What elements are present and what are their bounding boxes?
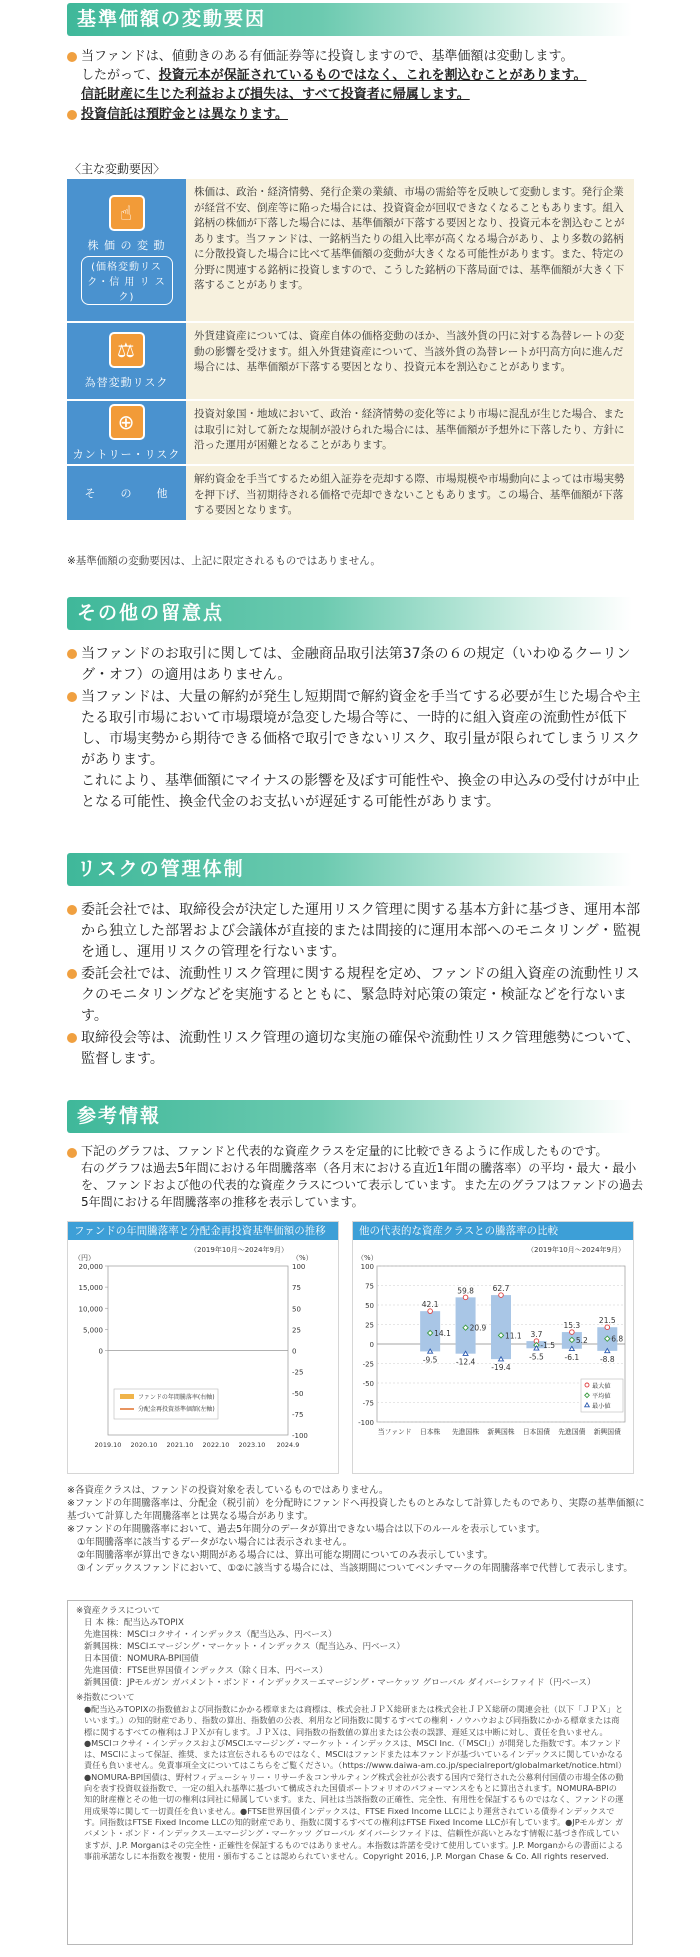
risk-label-cell bbox=[67, 466, 186, 520]
risk-label-cell bbox=[67, 401, 186, 464]
fund-return-chart bbox=[67, 1221, 339, 1474]
risk-row-other bbox=[67, 466, 634, 520]
index-disclaimer: ●配当込みTOPIXの指数値および同指数にかかる標章または商標は、株式会社ＪＰＸ総研または株式会社ＪＰＸ総研の関連会社（以下「ＪＰＸ」といいます。）の知的財産であり、指数の算出、指数値の公表、利用など同指数に関するすべての権利・ノウハウおよび同指数にかかる標章または商標に関するすべての権利はＪＰＸが有します。ＪＰＸは、同指数の指数値の算出または公表の誤謬、遅延又は中断に対し、責任を負いません。●MSCIコクサイ・インデックスおよびMSCIエマージング・マーケット・インデックスは、MSCI Inc.（「MSCI」）が開発した指数です。本ファンドは、MSCIによって保証、推奨、または宣伝されるものではなく、MSCIはファンドまたは本ファンドが基づいているインデックスに関していかなる責任も負いません。免責事項全文についてはこちらをご覧ください。（https://www.daiwa-am.co.jp/specialreport/globalmarket/notice.html）●NOMURA-BPI国債は、野村フィデューシャリー・リサーチ＆コンサルティング株式会社が公表する国内で発行された公募利付国債の市場全体の動向を表す投資収益指数で、一定の組入れ基準に基づいて構成された国債ポートフォリオのパフォーマンスをもとに算出されます。NOMURA-BPIの知的財産権とその他一切の権利は同社に帰属しています。また、同社は当該指数の正確性、完全性、有用性を保証するものではなく、ファンドの運用成果等に関して一切責任を負いません。●FTSE世界国債インデックスは、FTSE Fixed Income LLCにより運営されている債券インデックスです。同指数はFTSE Fixed Income LLCの知的財産であり、指数に関するすべての権利はFTSE Fixed Income LLCが有しています。●JPモルガン ガバメント・ボンド・インデックス－エマージング・マーケッツ グローバル ダイバーシファイドは、信頼性が高いとみなす情報に基づき作成していますが、J.P. Morganはその完全性・正確性を保証するものではありません。本指数は許諾を受けて使用しています。J.P. Morganからの書面による事前承諾なしに本指数を複製・使用・頒布することは認められていません。Copyright 2016, J.P. Morgan Chase & Co. All rights reserved. bbox=[84, 1704, 624, 1861]
max-label: 42.1 bbox=[421, 1300, 439, 1310]
risk-label: 為替変動リスク bbox=[84, 376, 169, 389]
section-title: 参考情報 bbox=[77, 1105, 162, 1127]
risk-description: 解約資金を手当てするため組入証券を売却する際、市場規模や市場動向によっては市場実勢を押下げ、当初期待される価格で売却できないこともあります。この場合、基準価額が下落する要因となります。 bbox=[186, 466, 634, 520]
y-tick: 50 bbox=[365, 1302, 374, 1310]
risk-row-stock bbox=[67, 179, 634, 321]
x-category: 日本国債 bbox=[522, 1428, 551, 1436]
note-line: ※各資産クラスは、ファンドの投資対象を表しているものではありません。 bbox=[67, 1485, 389, 1496]
bullet-text: 当ファンドは、値動きのある有価証券等に投資しますので、基準価額は変動します。 bbox=[81, 49, 574, 64]
fund-return-chart-svg bbox=[68, 1240, 338, 1473]
ref-heading: ※指数について bbox=[76, 1693, 135, 1703]
x-category: 先進国債 bbox=[558, 1428, 586, 1436]
x-tick: 2023.10 bbox=[238, 1441, 266, 1449]
bullet-underline-text: 投資元本が保証されているものではなく、これを割込むことがあります。 bbox=[158, 68, 587, 83]
avg-label: 5.2 bbox=[575, 1335, 588, 1345]
legend-label: 最小値 bbox=[592, 1403, 611, 1410]
risk-description: 外貨建資産については、資産自体の価格変動のほか、当該外貨の円に対する為替レートの変動の影響を受けます。組入外貨建資産について、当該外貨の為替レートが円高方向に進んだ場合には、基準価額が下落する要因となり、投資元本を割込むことがあります。 bbox=[186, 323, 634, 399]
y-right-tick: -100 bbox=[292, 1432, 308, 1440]
max-label: 21.5 bbox=[598, 1316, 616, 1326]
section-title: リスクの管理体制 bbox=[77, 858, 245, 880]
reference-box bbox=[67, 1600, 633, 1945]
bullet-item bbox=[67, 1143, 647, 1211]
bullet-text: 下記のグラフは、ファンドと代表的な資産クラスを定量的に比較できるように作成したものです。 bbox=[81, 1144, 608, 1158]
stock-chart-icon: ☝ bbox=[109, 195, 145, 231]
legend-label: 最大値 bbox=[592, 1383, 611, 1390]
y-right-tick: -50 bbox=[292, 1389, 304, 1398]
bullet-text: 右のグラフは過去5年間における年間騰落率（各月末における直近1年間の騰落率）の平均・最大・最小を、ファンドおよび他の代表的な資産クラスについて表示しています。また左のグラフはファンドの過去5年間における年間騰落率の推移を表示しています。 bbox=[81, 1161, 643, 1209]
x-category: 新興国株 bbox=[487, 1428, 515, 1436]
y-unit: （%） bbox=[357, 1254, 378, 1262]
note-line: ※ファンドの年間騰落率は、分配金（税引前）を分配時にファンドへ再投資したものとみなして計算したものであり、実際の基準価額に基づいて計算した年間騰落率とは異なる場合があります。 bbox=[67, 1498, 645, 1522]
note-line: ②年間騰落率が算出できない期間がある場合には、算出可能な期間についてのみ表示しています。 bbox=[77, 1550, 494, 1561]
footnote: ※基準価額の変動要因は、上記に限定されるものではありません。 bbox=[67, 555, 381, 567]
asset-class-comparison-chart-svg bbox=[353, 1240, 633, 1473]
risk-sublabel: (価格変動リスク・信 用 リ ス ク) bbox=[81, 256, 173, 305]
legend-max-marker bbox=[585, 1383, 589, 1387]
bullet-text: したがって、 bbox=[81, 68, 159, 83]
reference-bullets bbox=[67, 1143, 647, 1212]
y-tick: 25 bbox=[365, 1321, 374, 1330]
min-label: -6.1 bbox=[564, 1352, 580, 1362]
bullet-item: 当ファンドのお取引に関しては、金融商品取引法第37条の６の規定（いわゆるクーリング・オフ）の適用はありません。 bbox=[67, 644, 647, 686]
asset-class-item: 日 本 株：配当込みTOPIX bbox=[84, 1618, 184, 1628]
x-category: 日本株 bbox=[419, 1428, 441, 1436]
chart-period: （2019年10月～2024年9月） bbox=[190, 1246, 288, 1254]
bullet-item: 委託会社では、取締役会が決定した運用リスク管理に関する基本方針に基づき、運用本部から独立した部署および会議体が直接的または間接的に運用本部へのモニタリング・監視を通し、運用リスクの管理を行ないます。 bbox=[67, 900, 647, 963]
section-header-risk-management bbox=[67, 853, 632, 886]
legend-swatch-bar bbox=[120, 1394, 134, 1399]
bullet-text: これにより、基準価額にマイナスの影響を及ぼす可能性や、換金の申込みの受付けが中止となる可能性、換金代金のお支払いが遅延する可能性があります。 bbox=[81, 773, 640, 810]
y-left-tick: 5,000 bbox=[82, 1326, 103, 1335]
y-right-tick: 75 bbox=[292, 1284, 301, 1293]
note-line: ③インデックスファンドにおいて、①②に該当する場合には、当該期間についてベンチマークの年間騰落率で代替して表示します。 bbox=[77, 1563, 633, 1574]
max-marker bbox=[605, 1325, 610, 1330]
risk-label-cell bbox=[67, 323, 186, 399]
max-marker bbox=[428, 1309, 433, 1314]
min-label: -8.8 bbox=[599, 1354, 615, 1364]
y-left-tick: 10,000 bbox=[78, 1305, 103, 1314]
risk-label: そ の 他 bbox=[84, 487, 169, 500]
min-label: -5.5 bbox=[529, 1352, 544, 1362]
y-left-tick: 20,000 bbox=[78, 1263, 103, 1271]
asset-class-comparison-chart bbox=[352, 1221, 634, 1474]
asset-class-item: 先進国債：FTSE世界国債インデックス（除く日本、円ベース） bbox=[84, 1666, 328, 1676]
risk-label: カントリー・リスク bbox=[72, 447, 181, 461]
section-header-reference bbox=[67, 1100, 632, 1133]
y-right-unit: （%） bbox=[292, 1254, 313, 1262]
x-category: 当ファンド bbox=[377, 1428, 412, 1436]
risk-row-currency bbox=[67, 323, 634, 399]
max-label: 62.7 bbox=[492, 1284, 510, 1294]
y-left-tick: 0 bbox=[98, 1347, 103, 1356]
bullet-text: 投資信託は預貯金とは異なります。 bbox=[81, 107, 288, 122]
chart-title: 他の代表的な資産クラスとの騰落率の比較 bbox=[353, 1222, 633, 1240]
nav-factors-bullets bbox=[67, 47, 647, 125]
max-label: 15.3 bbox=[563, 1321, 581, 1331]
bullet-underline-text: 信託財産に生じた利益および損失は、すべて投資者に帰属します。 bbox=[81, 87, 470, 102]
risk-label-cell bbox=[67, 179, 186, 321]
y-tick: -75 bbox=[362, 1399, 374, 1408]
range-bar bbox=[491, 1295, 511, 1359]
y-tick: -50 bbox=[362, 1380, 374, 1388]
y-right-tick: 0 bbox=[292, 1347, 297, 1356]
bullet-item: 取締役会等は、流動性リスク管理の適切な実施の確保や流動性リスク管理態勢について、監督します。 bbox=[67, 1028, 647, 1070]
avg-label: 6.8 bbox=[611, 1334, 624, 1344]
note-line: ※ファンドの年間騰落率において、過去5年間分のデータが算出できない場合は以下のルールを表示しています。 bbox=[67, 1524, 546, 1535]
min-label: -19.4 bbox=[491, 1363, 511, 1373]
avg-label: 14.1 bbox=[434, 1329, 451, 1339]
y-tick: 0 bbox=[369, 1341, 374, 1349]
risk-table-caption: 〈主な変動要因〉 bbox=[69, 162, 166, 176]
y-right-tick: 100 bbox=[292, 1263, 306, 1271]
asset-class-item: 日本国債：NOMURA-BPI国債 bbox=[84, 1654, 199, 1664]
section-title: その他の留意点 bbox=[77, 602, 225, 624]
y-right-tick: 50 bbox=[292, 1305, 301, 1314]
avg-label: 20.9 bbox=[469, 1323, 487, 1333]
max-label: 3.7 bbox=[530, 1330, 543, 1340]
section-header-other-notes bbox=[67, 597, 632, 630]
bullet-item bbox=[67, 687, 647, 813]
bullet-item bbox=[67, 105, 647, 124]
risk-management-bullets bbox=[67, 900, 647, 1071]
y-right-tick: 25 bbox=[292, 1326, 301, 1335]
risk-label: 株 価 の 変 動 bbox=[87, 239, 166, 252]
note-line: ①年間騰落率に該当するデータがない場合には表示されません。 bbox=[77, 1537, 353, 1548]
x-tick: 2019.10 bbox=[94, 1441, 122, 1449]
x-tick: 2024.9 bbox=[276, 1441, 300, 1449]
asset-class-item: 新興国株：MSCIエマージング・マーケット・インデックス（配当込み、円ベース） bbox=[84, 1642, 406, 1652]
bullet-item bbox=[67, 47, 647, 104]
risk-table bbox=[67, 179, 634, 522]
risk-description: 株価は、政治・経済情勢、発行企業の業績、市場の需給等を反映して変動します。発行企業が経営不安、倒産等に陥った場合には、投資資金が回収できなくなることもあります。組入銘柄の株価が下落した場合には、基準価額が下落する要因となり、投資元本を割込むことがあります。当ファンドは、一銘柄当たりの組入比率が高くなる場合があり、より多数の銘柄に分散投資した場合に比べて基準価額の変動が大きくなる可能性があります。また、特定の分野に関連する銘柄に投資しますので、こうした銘柄の下落局面では、基準価額が大きく下落することがあります。 bbox=[186, 179, 634, 321]
ref-heading: ※資産クラスについて bbox=[76, 1606, 161, 1616]
x-tick: 2020.10 bbox=[130, 1441, 158, 1449]
asset-class-item: 先進国株：MSCIコクサイ・インデックス（配当込み、円ベース） bbox=[84, 1630, 337, 1640]
x-category: 先進国株 bbox=[451, 1428, 480, 1436]
risk-row-country bbox=[67, 401, 634, 464]
y-left-unit: （円） bbox=[74, 1254, 95, 1262]
chart-period: （2019年10月～2024年9月） bbox=[527, 1246, 625, 1254]
max-marker bbox=[463, 1295, 468, 1300]
min-label: -12.4 bbox=[455, 1357, 476, 1367]
x-tick: 2022.10 bbox=[202, 1441, 230, 1449]
y-right-tick: -25 bbox=[292, 1368, 304, 1377]
risk-description: 投資対象国・地域において、政治・経済情勢の変化等により市場に混乱が生じた場合、または取引に対して新たな規制が設けられた場合には、基準価額が予想外に下落したり、方針に沿った運用が困難となることがあります。 bbox=[186, 401, 634, 464]
section-title: 基準価額の変動要因 bbox=[77, 8, 267, 30]
y-right-tick: -75 bbox=[292, 1410, 304, 1419]
chart-title: ファンドの年間騰落率と分配金再投資基準価額の推移 bbox=[68, 1222, 338, 1240]
y-tick: -25 bbox=[362, 1360, 374, 1369]
x-tick: 2021.10 bbox=[166, 1441, 194, 1449]
globe-icon: ⊕ bbox=[109, 404, 145, 440]
bullet-text: 当ファンドは、大量の解約が発生し短期間で解約資金を手当てする必要が生じた場合や主たる取引市場において市場環境が急変した場合等に、一時的に組入資産の流動性が低下し、市場実勢から期待できる価格で取引できないリスク、取引量が限られてしまうリスクがあります。 bbox=[81, 689, 641, 768]
legend-label: ファンドの年間騰落率(右軸) bbox=[138, 1394, 215, 1401]
max-label: 59.8 bbox=[457, 1286, 474, 1296]
legend-label: 分配金再投資基準価額(左軸) bbox=[138, 1406, 215, 1413]
chart-notes bbox=[67, 1484, 647, 1575]
max-marker bbox=[499, 1293, 504, 1298]
legend-label: 平均値 bbox=[592, 1393, 611, 1400]
bullet-item: 委託会社では、流動性リスク管理に関する規程を定め、ファンドの組入資産の流動性リスクのモニタリングなどを実施するとともに、緊急時対応策の策定・検証などを行ないます。 bbox=[67, 964, 647, 1027]
y-tick: -100 bbox=[358, 1419, 374, 1427]
section-header-nav-factors bbox=[67, 3, 632, 36]
y-tick: 75 bbox=[365, 1282, 374, 1291]
min-label: -9.5 bbox=[422, 1355, 438, 1365]
max-marker bbox=[570, 1330, 575, 1335]
asset-class-list bbox=[76, 1617, 624, 1689]
avg-label: 11.1 bbox=[505, 1331, 522, 1341]
currency-scale-icon: ⚖ bbox=[109, 332, 145, 368]
other-notes-bullets bbox=[67, 644, 647, 814]
y-tick: 100 bbox=[360, 1263, 374, 1271]
asset-class-item: 新興国債：JPモルガン ガバメント・ボンド・インデックス－エマージング・マーケッツ グローバル ダイバーシファイド（円ベース） bbox=[84, 1678, 596, 1688]
y-left-tick: 15,000 bbox=[78, 1284, 103, 1293]
x-category: 新興国債 bbox=[593, 1428, 621, 1436]
avg-label: -1.5 bbox=[540, 1341, 556, 1351]
